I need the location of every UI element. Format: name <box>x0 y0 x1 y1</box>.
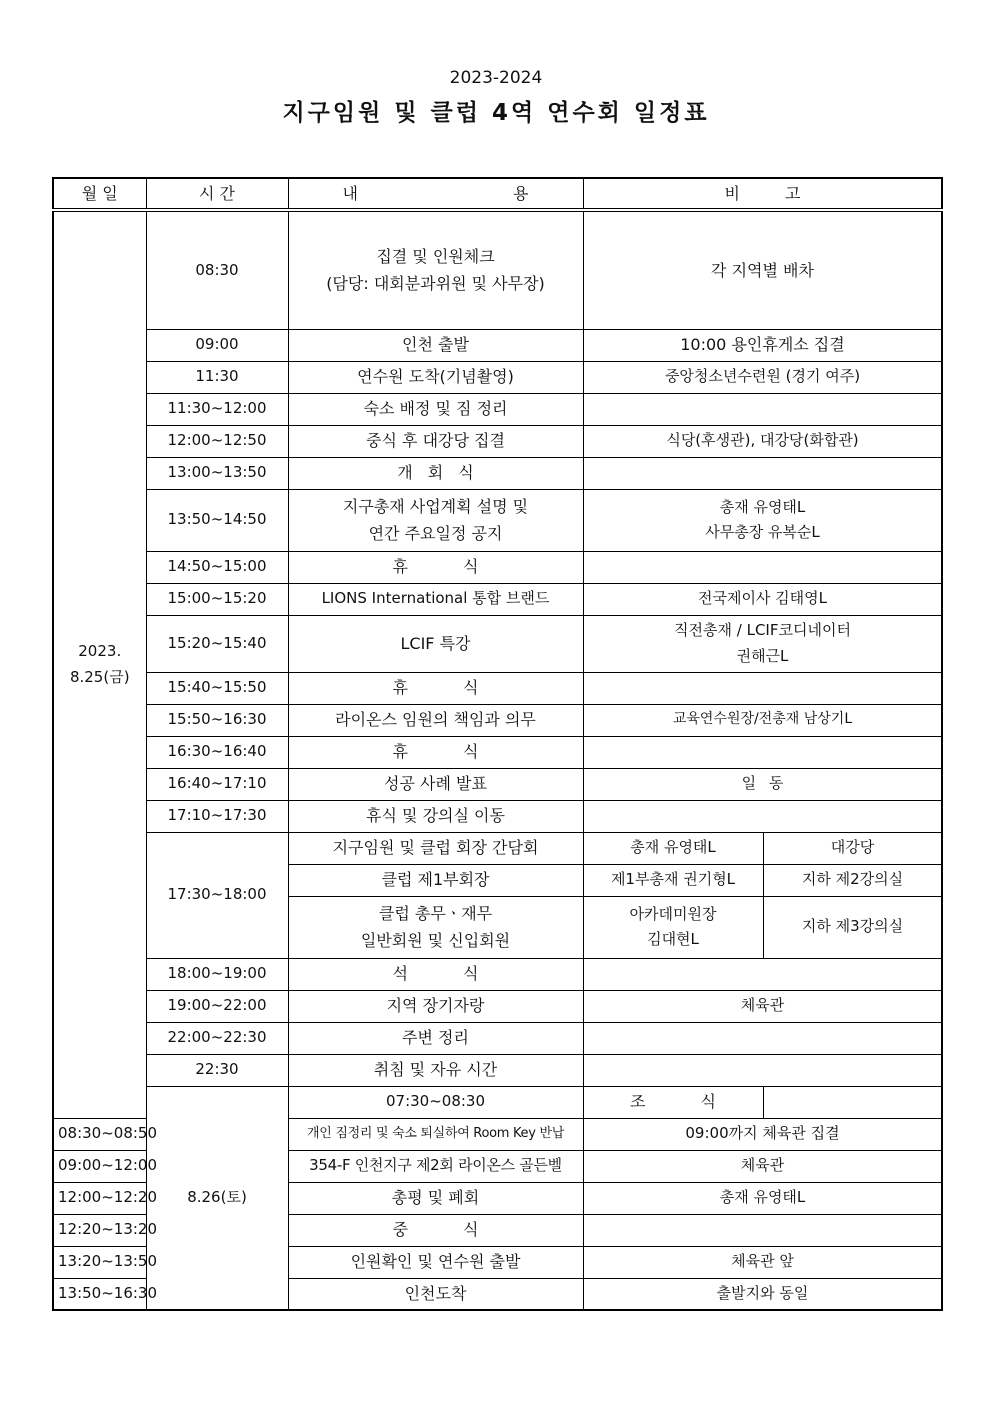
note-cell <box>583 736 942 768</box>
content-cell: 클럽 제1부회장 <box>288 864 583 896</box>
time-cell: 12:00~12:50 <box>146 425 288 457</box>
time-cell: 16:30~16:40 <box>146 736 288 768</box>
document-title: 지구임원 및 클럽 4역 연수회 일정표 <box>282 100 710 126</box>
document-year: 2023-2024 <box>449 68 543 88</box>
content-cell: 인천도착 <box>288 1278 583 1310</box>
place-cell: 대강당 <box>763 832 942 864</box>
time-cell: 15:40~15:50 <box>146 672 288 704</box>
note-cell <box>583 1054 942 1086</box>
note-cell: 전국제이사 김태영L <box>583 583 942 615</box>
table-row <box>53 958 942 990</box>
time-cell: 15:20~15:40 <box>146 615 288 672</box>
note-cell: 교육연수원장/전총재 남상기L <box>583 704 942 736</box>
time-cell: 18:00~19:00 <box>146 958 288 990</box>
content-cell: 개 회 식 <box>288 457 583 489</box>
time-cell: 11:30~12:00 <box>146 393 288 425</box>
note-cell: 중앙청소년수련원 (경기 여주) <box>583 361 942 393</box>
note-cell: 식당(후생관), 대강당(화합관) <box>583 425 942 457</box>
table-row <box>53 457 942 489</box>
content-cell: 취침 및 자유 시간 <box>288 1054 583 1086</box>
note-line: 사무총장 유복순L <box>705 523 820 541</box>
note-line: 직전총재 / LCIF코디네이터 <box>674 621 851 639</box>
content-line: 연간 주요일정 공지 <box>368 524 503 543</box>
content-cell: 중 식 <box>288 1214 583 1246</box>
note-cell: 각 지역별 배차 <box>583 210 942 329</box>
table-row <box>53 800 942 832</box>
schedule-table <box>52 177 943 1311</box>
content-line: 클럽 총무ㆍ재무 <box>378 903 493 923</box>
note-cell: 총재 유영태L <box>583 1182 942 1214</box>
note-cell <box>583 1214 942 1246</box>
place-cell: 지하 제3강의실 <box>763 896 942 958</box>
table-row <box>53 1022 942 1054</box>
note-cell <box>583 615 942 672</box>
table-row <box>53 551 942 583</box>
content-cell: 휴 식 <box>288 551 583 583</box>
note-cell: 체육관 <box>583 990 942 1022</box>
table-row <box>53 329 942 361</box>
table-row <box>53 393 942 425</box>
time-cell: 14:50~15:00 <box>146 551 288 583</box>
lecturer-cell <box>583 896 763 958</box>
note-cell <box>583 958 942 990</box>
time-cell: 13:50~14:50 <box>146 489 288 551</box>
note-cell <box>583 551 942 583</box>
content-cell: 휴 식 <box>288 736 583 768</box>
table-row <box>53 361 942 393</box>
table-row <box>53 615 942 672</box>
content-cell: 총평 및 폐회 <box>288 1182 583 1214</box>
time-cell: 12:20~13:20 <box>53 1214 146 1246</box>
col-header-time: 시 간 <box>146 178 288 210</box>
content-cell: 라이온스 임원의 책임과 의무 <box>288 704 583 736</box>
content-cell <box>288 896 583 958</box>
table-row <box>53 672 942 704</box>
content-cell: 지구임원 및 클럽 회장 간담회 <box>288 832 583 864</box>
note-cell: 10:00 용인휴게소 집결 <box>583 329 942 361</box>
content-cell <box>288 210 583 329</box>
lecturer-line: 김대현L <box>647 930 699 948</box>
note-cell: 일 동 <box>583 768 942 800</box>
time-cell: 13:50~16:30 <box>53 1278 146 1310</box>
content-cell: 354-F 인천지구 제2회 라이온스 골든벨 <box>288 1150 583 1182</box>
time-cell: 08:30~08:50 <box>53 1118 146 1150</box>
note-cell: 체육관 앞 <box>583 1246 942 1278</box>
content-line: 지구총재 사업계획 설명 및 <box>342 496 529 516</box>
table-row <box>53 736 942 768</box>
time-cell: 13:00~13:50 <box>146 457 288 489</box>
lecturer-cell: 제1부총재 권기형L <box>583 864 763 896</box>
note-cell <box>583 457 942 489</box>
time-cell: 08:30 <box>146 210 288 329</box>
note-cell <box>583 489 942 551</box>
place-cell: 지하 제2강의실 <box>763 864 942 896</box>
time-cell: 09:00 <box>146 329 288 361</box>
content-cell: 중식 후 대강당 집결 <box>288 425 583 457</box>
table-row <box>53 768 942 800</box>
day2-date-cell: 8.26(토) <box>146 1086 288 1310</box>
content-cell: 숙소 배정 및 짐 정리 <box>288 393 583 425</box>
content-cell: 인원확인 및 연수원 출발 <box>288 1246 583 1278</box>
time-cell: 17:10~17:30 <box>146 800 288 832</box>
time-cell: 12:00~12:20 <box>53 1182 146 1214</box>
time-cell: 15:00~15:20 <box>146 583 288 615</box>
col-header-date: 월 일 <box>53 178 146 210</box>
lecturer-cell: 총재 유영태L <box>583 832 763 864</box>
table-row <box>53 489 942 551</box>
note-cell <box>583 800 942 832</box>
content-line: (담당: 대회분과위원 및 사무장) <box>326 274 545 294</box>
table-row <box>53 832 942 864</box>
day1-date-year: 2023. <box>78 642 122 661</box>
note-line: 총재 유영태L <box>719 497 806 516</box>
content-cell: 주변 정리 <box>288 1022 583 1054</box>
table-row <box>53 425 942 457</box>
content-cell: 휴 식 <box>288 672 583 704</box>
content-cell: 성공 사례 발표 <box>288 768 583 800</box>
content-cell: 조 식 <box>583 1086 763 1118</box>
time-cell: 15:50~16:30 <box>146 704 288 736</box>
note-cell <box>583 1022 942 1054</box>
table-row <box>53 583 942 615</box>
col-header-note: 비 고 <box>583 178 942 210</box>
content-cell: 석 식 <box>288 958 583 990</box>
time-cell: 13:20~13:50 <box>53 1246 146 1278</box>
table-row <box>53 210 942 329</box>
table-header-row <box>53 178 942 210</box>
note-cell <box>583 393 942 425</box>
table-row <box>53 1086 942 1118</box>
col-header-content: 내 용 <box>288 178 583 210</box>
day1-date-day: 8.25(금) <box>69 667 130 686</box>
time-cell: 11:30 <box>146 361 288 393</box>
note-cell: 출발지와 동일 <box>583 1278 942 1310</box>
time-cell: 22:30 <box>146 1054 288 1086</box>
content-cell: 휴식 및 강의실 이동 <box>288 800 583 832</box>
content-line: 집결 및 인원체크 <box>376 247 495 267</box>
time-cell: 09:00~12:00 <box>53 1150 146 1182</box>
note-cell: 체육관 <box>583 1150 942 1182</box>
table-row <box>53 990 942 1022</box>
time-cell: 19:00~22:00 <box>146 990 288 1022</box>
content-cell <box>288 489 583 551</box>
note-cell: 09:00까지 체육관 집결 <box>583 1118 942 1150</box>
time-cell: 22:00~22:30 <box>146 1022 288 1054</box>
note-cell <box>763 1086 942 1118</box>
table-row <box>53 704 942 736</box>
content-cell: 개인 짐정리 및 숙소 퇴실하여 Room Key 반납 <box>288 1118 583 1150</box>
lecturer-line: 아카데미원장 <box>629 904 717 923</box>
time-cell: 17:30~18:00 <box>146 832 288 958</box>
content-cell: LIONS International 통합 브랜드 <box>288 583 583 615</box>
content-cell: LCIF 특강 <box>288 615 583 672</box>
note-line: 권해근L <box>736 646 789 665</box>
table-row <box>53 1054 942 1086</box>
content-cell: 연수원 도착(기념촬영) <box>288 361 583 393</box>
day1-date-cell <box>53 210 146 1118</box>
note-cell <box>583 672 942 704</box>
time-cell: 16:40~17:10 <box>146 768 288 800</box>
content-line: 일반회원 및 신입회원 <box>360 931 511 950</box>
time-cell: 07:30~08:30 <box>288 1086 583 1118</box>
content-cell: 인천 출발 <box>288 329 583 361</box>
content-cell: 지역 장기자랑 <box>288 990 583 1022</box>
